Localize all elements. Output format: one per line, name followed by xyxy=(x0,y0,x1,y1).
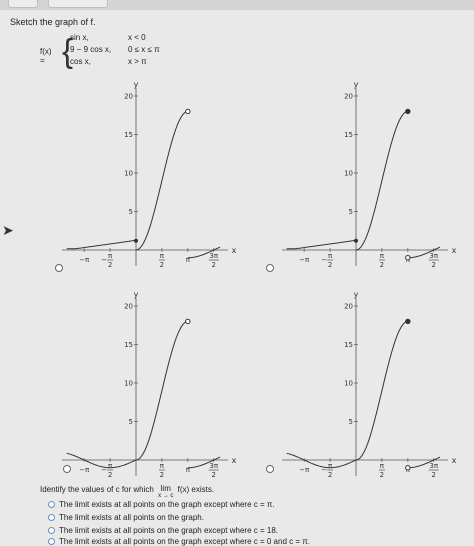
x-tick-label: 2 xyxy=(159,261,165,269)
answer-label-1: The limit exists at all points on the graph except where c = π. xyxy=(59,500,275,509)
x-tick-label: 2 xyxy=(431,471,436,479)
limit-question xyxy=(40,485,214,499)
x-tick-label: −π xyxy=(299,256,310,264)
x-tick-label: 3π xyxy=(429,462,439,470)
answer-label-2: The limit exists at all points on the graph. xyxy=(59,513,204,522)
curve-middle-piece xyxy=(356,111,408,250)
limit-notation xyxy=(158,485,173,499)
answer-radio-2[interactable] xyxy=(48,514,55,521)
right-start-open-circle xyxy=(406,256,410,260)
function-lhs: f(x) = xyxy=(40,47,52,65)
y-tick-label: 5 xyxy=(128,208,133,216)
mouse-cursor-icon: ➤ xyxy=(2,222,14,238)
x-tick-label: 2 xyxy=(107,261,113,269)
y-tick-label: 10 xyxy=(344,169,353,178)
x-tick-label: 2 xyxy=(431,261,436,269)
y-tick-label: 15 xyxy=(344,131,353,139)
x-tick-label: π xyxy=(379,252,385,260)
x-axis-label: x xyxy=(231,246,237,255)
question-text-before: Identify the values of c for which xyxy=(40,485,154,494)
x-tick-label: π xyxy=(107,462,113,470)
x-tick-label: − xyxy=(321,256,328,264)
x-tick-label: 2 xyxy=(211,261,216,269)
graph-radio-c[interactable] xyxy=(63,465,71,473)
y-tick-label: 10 xyxy=(124,169,133,178)
y-axis-label: y xyxy=(353,290,359,299)
y-tick-label: 10 xyxy=(124,379,133,388)
answer-label-3: The limit exists at all points on the graph except where c = 18. xyxy=(59,526,279,535)
piece-3-expr: cos x, xyxy=(70,57,91,66)
y-axis-label: y xyxy=(133,80,139,89)
y-tick-label: 5 xyxy=(348,418,353,426)
answer-option-1[interactable] xyxy=(48,500,275,509)
problem-prompt: Sketch the graph of f. xyxy=(10,17,96,27)
piece-1-expr: sin x, xyxy=(70,33,89,42)
y-tick-label: 5 xyxy=(348,208,353,216)
answer-option-3[interactable] xyxy=(48,526,278,535)
answer-radio-4[interactable] xyxy=(48,538,55,545)
open-peak-circle xyxy=(186,109,190,113)
browser-top-bar xyxy=(0,0,474,10)
x-tick-label: − xyxy=(321,466,328,474)
graph-radio-a[interactable] xyxy=(55,264,63,272)
x-tick-label: 2 xyxy=(159,471,165,479)
piece-3-cond: x > π xyxy=(128,57,147,66)
x-tick-label: 2 xyxy=(379,261,385,269)
y-tick-label: 5 xyxy=(128,418,133,426)
x-tick-label: π xyxy=(107,252,113,260)
graph-option-d xyxy=(278,292,458,482)
x-tick-label: π xyxy=(327,252,333,260)
x-tick-label: π xyxy=(327,462,333,470)
open-peak-circle xyxy=(186,319,190,323)
y-axis-label: y xyxy=(353,80,359,89)
x-tick-label: π xyxy=(185,466,190,474)
x-tick-label: 3π xyxy=(429,252,439,260)
x-axis-label: x xyxy=(451,246,457,255)
y-tick-label: 15 xyxy=(344,341,353,349)
answer-radio-3[interactable] xyxy=(48,527,55,534)
x-tick-label: − xyxy=(101,256,108,264)
x-tick-label: −π xyxy=(79,466,90,474)
graph-option-c xyxy=(58,292,238,482)
x-tick-label: 3π xyxy=(209,252,219,260)
filled-peak-dot xyxy=(406,319,410,323)
y-axis-label: y xyxy=(133,290,139,299)
curve-left-piece xyxy=(67,240,136,249)
x-tick-label: 2 xyxy=(379,471,385,479)
x-tick-label: −π xyxy=(299,466,310,474)
filled-peak-dot xyxy=(406,109,410,113)
y-tick-label: 20 xyxy=(124,302,133,311)
brace-symbol: { xyxy=(62,32,74,69)
x-tick-label: 2 xyxy=(107,471,113,479)
limit-subscript: x → c xyxy=(158,493,174,499)
limit-word: lim xyxy=(160,484,171,493)
x-tick-label: π xyxy=(379,462,385,470)
x-tick-label: 2 xyxy=(327,261,333,269)
right-start-open-circle xyxy=(406,466,410,470)
left-endpoint-dot xyxy=(354,239,358,243)
top-tab-left[interactable] xyxy=(8,0,38,8)
y-tick-label: 20 xyxy=(344,92,353,101)
graph-radio-d[interactable] xyxy=(266,465,274,473)
curve-middle-piece xyxy=(136,321,188,460)
x-axis-label: x xyxy=(231,456,237,465)
curve-middle-piece xyxy=(356,321,408,460)
y-tick-label: 15 xyxy=(124,131,133,139)
y-tick-label: 10 xyxy=(344,379,353,388)
x-axis-label: x xyxy=(451,456,457,465)
x-tick-label: 3π xyxy=(209,462,219,470)
piece-2-cond: 0 ≤ x ≤ π xyxy=(128,45,160,54)
answer-label-4: The limit exists at all points on the graph except where c = 0 and c = π. xyxy=(59,537,310,546)
left-endpoint-dot xyxy=(134,239,138,243)
x-tick-label: 2 xyxy=(211,471,216,479)
graph-radio-b[interactable] xyxy=(266,264,274,272)
y-tick-label: 15 xyxy=(124,341,133,349)
x-tick-label: π xyxy=(185,256,190,264)
answer-option-2[interactable] xyxy=(48,513,204,522)
x-tick-label: −π xyxy=(79,256,90,264)
x-tick-label: π xyxy=(159,462,165,470)
piece-2-expr: 9 − 9 cos x, xyxy=(70,45,112,54)
graph-option-b xyxy=(278,82,458,272)
piece-1-cond: x < 0 xyxy=(128,33,146,42)
curve-middle-piece xyxy=(136,111,188,250)
answer-radio-1[interactable] xyxy=(48,501,55,508)
curve-left-piece xyxy=(287,240,356,249)
x-tick-label: − xyxy=(101,466,108,474)
y-tick-label: 20 xyxy=(344,302,353,311)
y-tick-label: 20 xyxy=(124,92,133,101)
x-tick-label: 2 xyxy=(327,471,333,479)
graph-option-a xyxy=(58,82,238,272)
question-text-after: f(x) exists. xyxy=(177,485,215,494)
x-tick-label: π xyxy=(159,252,165,260)
top-tab-right[interactable] xyxy=(48,0,108,8)
